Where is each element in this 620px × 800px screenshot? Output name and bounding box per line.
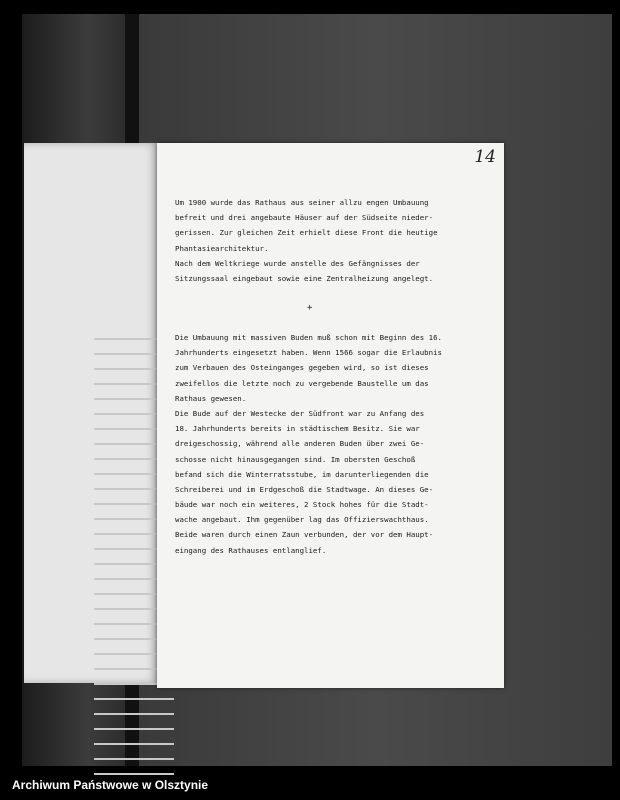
text-line: Die Umbauung mit massiven Buden muß schon mit Beginn des 16. (175, 333, 442, 342)
text-line: Jahrhunderts eingesetzt haben. Wenn 1566 sogar die Erlaubnis (175, 348, 442, 358)
text-line: Sitzungssaal eingebaut sowie eine Zentralheizung angelegt. (175, 273, 434, 283)
text-line: dreigeschossig, während alle anderen Buden über zwei Ge- (175, 439, 425, 449)
text-line: Nach dem Weltkriege wurde anstelle des Gefängnisses der (175, 258, 420, 268)
page-number: 14 (474, 147, 496, 167)
text-line: Schreiberei und im Erdgeschoß die Stadtwage. An dieses Ge- (175, 484, 434, 494)
text-line: Beide waren durch einen Zaun verbunden, der vor dem Haupt- (175, 530, 434, 540)
text-line: befand sich die Winterratsstube, im darunterliegenden die (175, 469, 429, 479)
text-line: Die Bude auf der Westecke der Südfront war zu Anfang des (175, 408, 425, 418)
underlying-page (24, 143, 161, 683)
text-line: Phantasiearchitektur. (175, 243, 269, 253)
text-line: zum Verbauen des Osteinganges gegeben wird, so ist dieses (175, 363, 429, 373)
archive-caption: Archiwum Państwowe w Olsztynie (12, 778, 209, 792)
text-line: gerissen. Zur gleichen Zeit erhielt diese Front die heutige (175, 228, 438, 238)
text-line: wache angebaut. Ihm gegenüber lag das Offizierswachthaus. (175, 515, 429, 525)
paragraph-2 (175, 330, 495, 558)
text-line: eingang des Rathauses entlanglief. (175, 545, 327, 555)
paragraph-1 (175, 195, 495, 286)
document-page (157, 143, 504, 688)
text-line: schosse nicht hinausgegangen sind. Im obersten Geschoß (175, 454, 416, 464)
section-separator: + (307, 303, 313, 313)
text-line: bäude war noch ein weiteres, 2 Stock hohes für die Stadt- (175, 500, 429, 510)
text-line: Rathaus gewesen. (175, 393, 247, 403)
text-line: 18. Jahrhunderts bereits in städtischem Besitz. Sie war (175, 424, 420, 434)
text-line: befreit und drei angebaute Häuser auf der Südseite nieder- (175, 213, 434, 223)
text-line: Um 1900 wurde das Rathaus aus seiner allzu engen Umbauung (175, 198, 429, 207)
text-line: zweifellos die letzte noch zu vergebende Baustelle um das (175, 378, 429, 388)
